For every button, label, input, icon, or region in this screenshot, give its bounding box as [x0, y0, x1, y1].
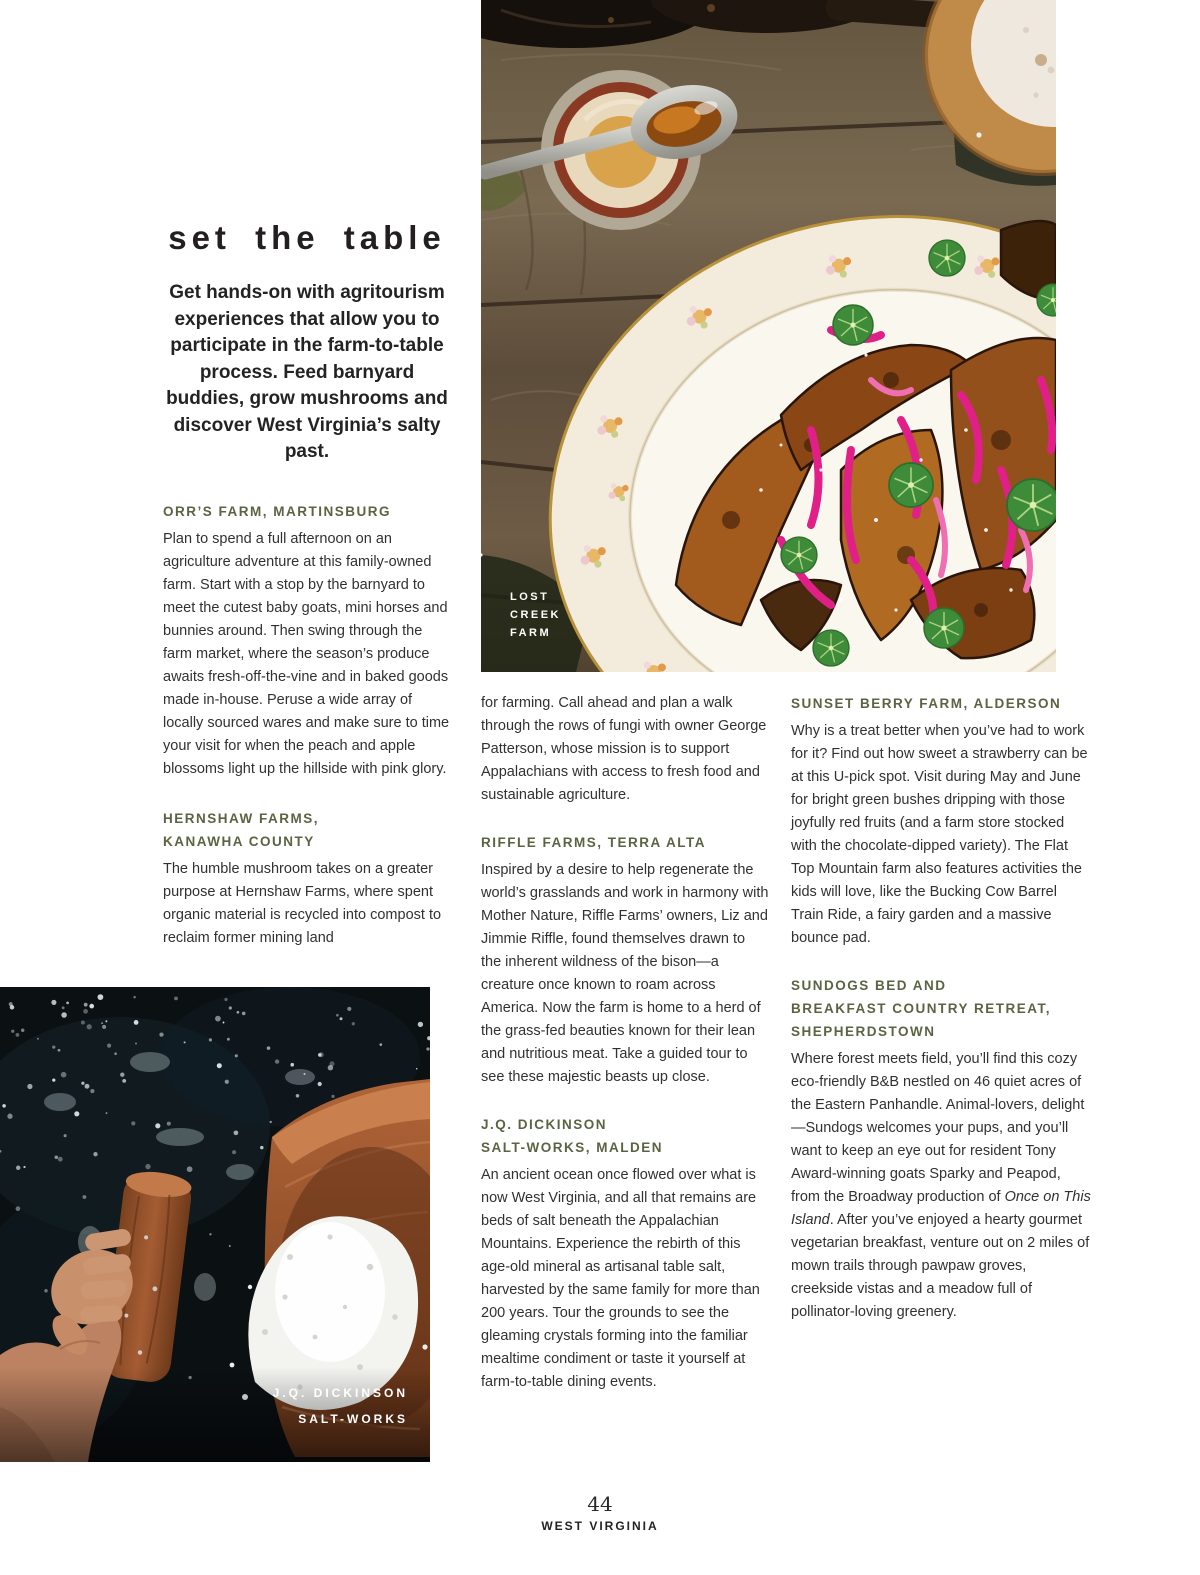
squash-dish-illustration — [481, 0, 1056, 672]
body-text: . After you’ve enjoyed a hearty gourmet vegetarian breakfast, venture out on 2 miles of mown trails through pawpaw groves, creekside vistas and a meadow full of pollinator-loving greenery. — [791, 1212, 1090, 1320]
publication-name: WEST VIRGINIA — [541, 1519, 659, 1533]
heading-line: SUNSET BERRY FARM, ALDERSON — [791, 696, 1062, 711]
page-number: 44 — [587, 1492, 613, 1516]
left-column — [163, 196, 451, 950]
section-sunset-berry-farm — [791, 692, 1091, 950]
photo-caption-lost-creek-farm — [510, 588, 561, 642]
caption-line: FARM — [510, 627, 552, 639]
heading-line: ORR’S FARM, MARTINSBURG — [163, 503, 391, 519]
heading-line: RIFFLE FARMS, TERRA ALTA — [481, 835, 706, 850]
squash-dish-photo — [481, 0, 1056, 672]
heading-line: J.Q. DICKINSON — [481, 1117, 608, 1132]
section-heading — [481, 831, 769, 854]
page-title: set the table — [168, 219, 446, 257]
section-heading — [791, 974, 1091, 1043]
section-body: An ancient ocean once flowed over what is now West Virginia, and all that remains are beds of salt beneath the Appalachian Mountains. Experience the rebirth of this age-old mineral as artisanal table salt, harvested by the same family for more than 200 years. Tour the grounds to see the gleaming crystals forming into the familiar mealtime condiment or taste it yourself at farm-to-table dining events. — [481, 1167, 760, 1390]
section-orrs-farm — [163, 500, 451, 781]
section-body: The humble mushroom takes on a greater purpose at Hernshaw Farms, where spent organic material is recycled into compost to reclaim former mining land — [163, 860, 442, 946]
caption-line: LOST — [510, 591, 550, 603]
heading-line: SALT-WORKS, MALDEN — [481, 1140, 663, 1155]
hernshaw-continuation-text: for farming. Call ahead and plan a walk through the rows of fungi with owner George Patterson, whose mission is to support Appalachians with access to fresh food and sustainable agriculture. — [481, 695, 767, 803]
caption-line: SALT-WORKS — [298, 1412, 408, 1426]
caption-line: CREEK — [510, 609, 562, 621]
salt-works-photo — [0, 987, 430, 1462]
heading-line: SHEPHERDSTOWN — [791, 1024, 936, 1039]
section-heading — [791, 692, 1091, 715]
section-heading — [163, 500, 451, 523]
section-heading — [481, 1113, 769, 1159]
caption-line: J.Q. DICKINSON — [272, 1386, 408, 1400]
heading-line: SUNDOGS BED AND — [791, 978, 947, 993]
page-footer — [0, 1492, 1200, 1533]
heading-line: KANAWHA COUNTY — [163, 833, 315, 849]
section-riffle-farms — [481, 831, 769, 1089]
heading-line: BREAKFAST COUNTRY RETREAT, — [791, 1001, 1052, 1016]
photo-caption-jq-dickinson — [273, 1380, 408, 1432]
section-hernshaw-farms — [163, 807, 451, 950]
section-body: Inspired by a desire to help regenerate the world’s grasslands and work in harmony with Mother Nature, Riffle Farms’ owners, Liz and Jimmie Riffle, found themselves drawn to the inherent wildness of the bison—a creature once known to roam across America. Now the farm is home to a herd of the grass-fed beauties known for their lean and nutritious meat. Take a guided tour to see these majestic beasts up close. — [481, 862, 769, 1085]
middle-column — [481, 692, 769, 1394]
section-sundogs-retreat — [791, 974, 1091, 1324]
section-body — [791, 1048, 1091, 1324]
heading-line: HERNSHAW FARMS, — [163, 810, 320, 826]
body-text: Where forest meets field, you’ll find this cozy eco-friendly B&B nestled on 46 quiet acres of the Eastern Panhandle. Animal-lovers, delight—Sundogs welcomes your pups, and you’ll want to keep an eye out for resident Tony Award-winning goats Sparky and Peapod, from the Broadway production of — [791, 1051, 1085, 1205]
body-italic-title: Once on This Island — [791, 1189, 1091, 1228]
section-heading — [163, 807, 451, 853]
section-body: Plan to spend a full afternoon on an agriculture adventure at this family-owned farm. Start with a stop by the barnyard to meet the cutest baby goats, mini horses and bunnies around. Then swing through the farm market, where the season’s produce awaits fresh-off-the-vine and in baked goods made in-house. Peruse a wide array of locally sourced wares and make sure to time your visit for when the peach and apple blossoms light up the hillside with pink glory. — [163, 530, 450, 777]
right-column — [791, 692, 1091, 1324]
section-body: Why is a treat better when you’ve had to work for it? Find out how sweet a strawberry can be at this U-pick spot. Visit during May and June for bright green bushes dripping with those joyfully red fruits (and a farm store stocked with the chocolate-dipped variety). The Flat Top Mountain farm also features activities the kids will love, like the Bucking Cow Barrel Train Ride, a fairy garden and a massive bounce pad. — [791, 723, 1088, 946]
section-jq-dickinson — [481, 1113, 769, 1394]
intro-text: Get hands-on with agritourism experiences that allow you to participate in the farm-to-table process. Feed barnyard buddies, grow mushrooms and discover West Virginia’s salty past. — [166, 282, 448, 463]
